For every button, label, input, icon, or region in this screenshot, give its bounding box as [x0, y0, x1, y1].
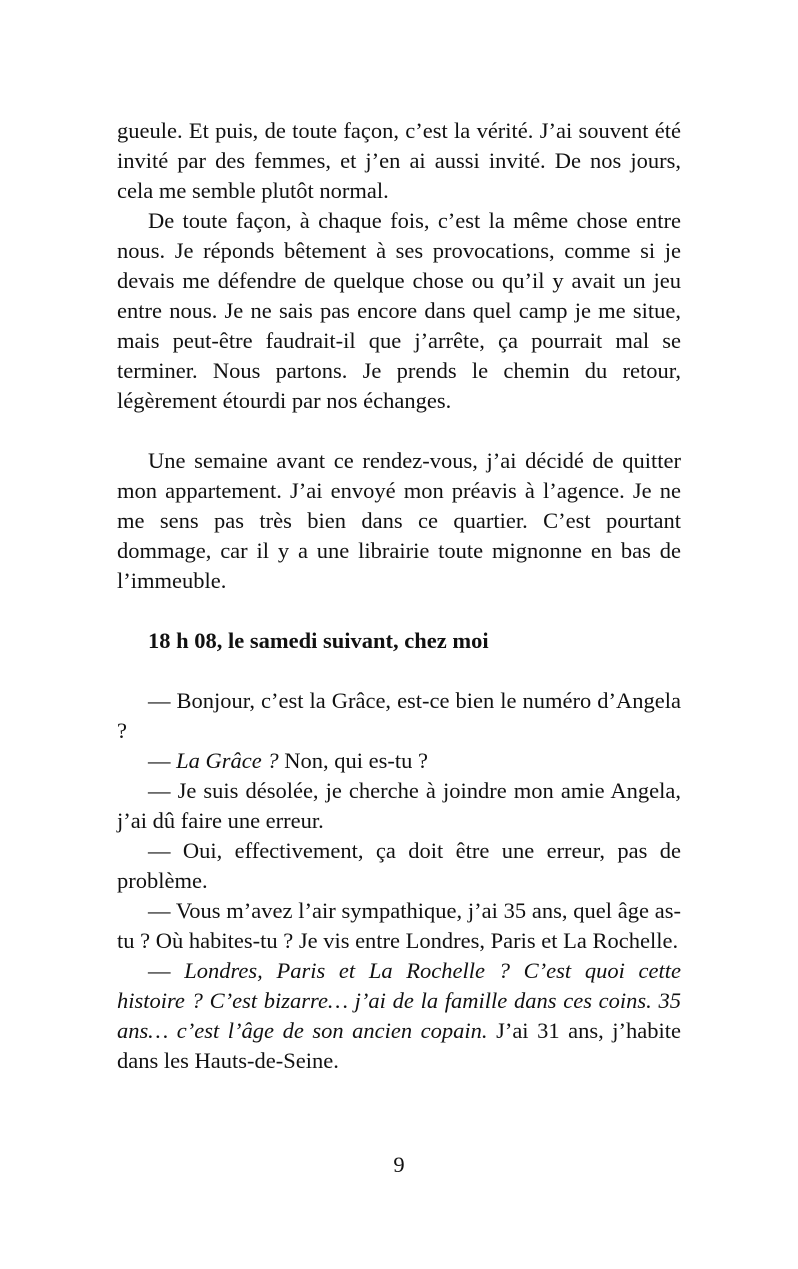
dialogue-dash: — [148, 958, 185, 983]
dialogue-line-2 [117, 746, 681, 776]
paragraph-1: gueule. Et puis, de toute façon, c’est la vérité. J’ai souvent été invité par des femmes, et j’en ai aussi invité. De nos jours, cela me semble plutôt normal. [117, 118, 681, 203]
dialogue-line-3: — Je suis désolée, je cherche à joindre mon amie Angela, j’ai dû faire une erreur. [117, 778, 681, 833]
book-page-body [117, 116, 681, 1076]
paragraph-2: De toute façon, à chaque fois, c’est la même chose entre nous. Je réponds bêtement à ses provocations, comme si je devais me défendre de quelque chose ou qu’il y avait un jeu entre nous. Je ne sais pas encore dans quel camp je me situe, mais peut-être faudrait-il que j’arrête, ça pourrait mal se terminer. Nous partons. Je prends le chemin du retour, légèrement étourdi par nos échanges. [117, 208, 681, 413]
dialogue-line-4: — Oui, effectivement, ça doit être une erreur, pas de problème. [117, 838, 681, 893]
dialogue-text: J’ai 31 ans, j’habite dans les Hauts-de-Seine. [117, 1018, 682, 1073]
page-number: 9 [393, 1152, 405, 1177]
dialogue-line-6 [117, 956, 681, 1076]
dialogue-italic-text: Londres, Paris et La Rochelle ? C’est quoi cette histoire ? C’est bizarre… j’ai de la famille dans ces coins. 35 ans… c’est l’âge de son ancien copain. [117, 958, 681, 1043]
section-heading: 18 h 08, le samedi suivant, chez moi [148, 628, 489, 653]
dialogue-italic-text: La Grâce ? [176, 748, 279, 773]
paragraph-3: Une semaine avant ce rendez-vous, j’ai décidé de quitter mon appartement. J’ai envoyé mon préavis à l’agence. Je ne me sens pas très bien dans ce quartier. C’est pourtant dommage, car il y a une librairie toute mignonne en bas de l’immeuble. [117, 448, 681, 593]
dialogue-line-5: — Vous m’avez l’air sympathique, j’ai 35 ans, quel âge as-tu ? Où habites-tu ? Je vis entre Londres, Paris et La Rochelle. [117, 898, 681, 953]
dialogue-dash: — [148, 748, 177, 773]
dialogue-text: Non, qui es-tu ? [278, 748, 428, 773]
dialogue-line-1: — Bonjour, c’est la Grâce, est-ce bien le numéro d’Angela ? [117, 688, 681, 743]
